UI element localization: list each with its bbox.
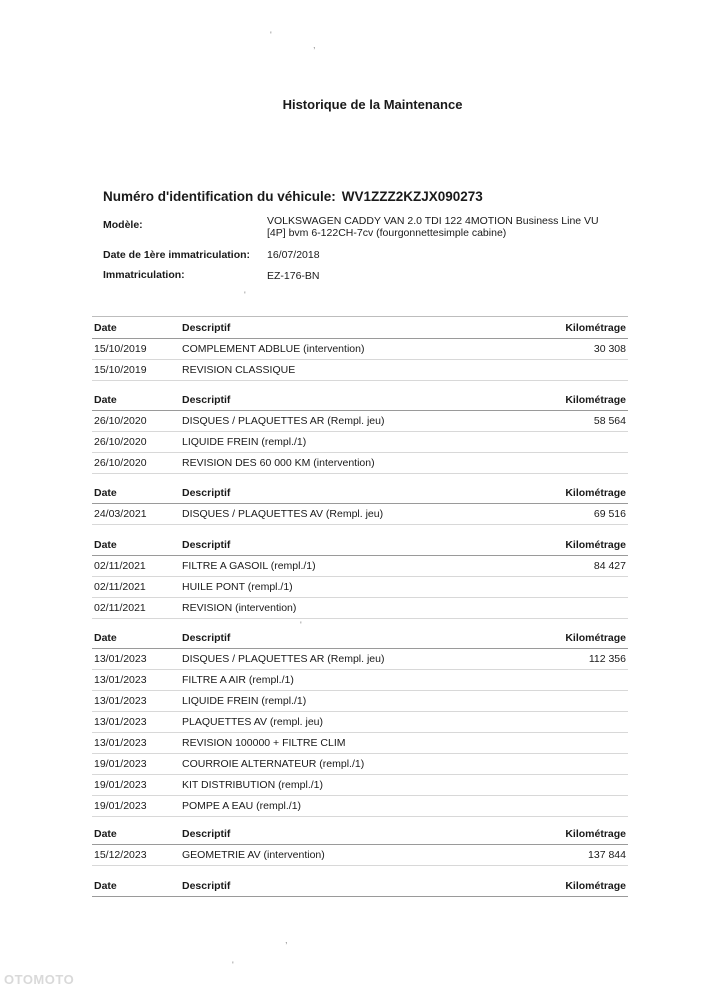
column-header-descriptif: Descriptif — [182, 322, 231, 334]
row-descriptif: REVISION DES 60 000 KM (intervention) — [182, 457, 375, 469]
column-header-descriptif: Descriptif — [182, 394, 231, 406]
row-descriptif: REVISION (intervention) — [182, 602, 297, 614]
vin-label: Numéro d'identification du véhicule: — [103, 189, 336, 204]
plate-label: Immatriculation: — [103, 269, 185, 281]
row-descriptif: COMPLEMENT ADBLUE (intervention) — [182, 343, 365, 355]
row-descriptif: POMPE A EAU (rempl./1) — [182, 800, 302, 812]
row-date: 19/01/2023 — [94, 800, 147, 812]
table-row — [92, 845, 628, 866]
table-row — [92, 598, 628, 619]
row-kilometrage: 69 516 — [593, 508, 626, 520]
row-descriptif: GEOMETRIE AV (intervention) — [182, 849, 325, 861]
scan-speck: ' — [270, 30, 272, 40]
row-descriptif: DISQUES / PLAQUETTES AR (Rempl. jeu) — [182, 415, 385, 427]
table-row — [92, 360, 628, 381]
column-header-descriptif: Descriptif — [182, 632, 231, 644]
row-date: 13/01/2023 — [94, 716, 147, 728]
table-row — [92, 411, 628, 432]
row-date: 13/01/2023 — [94, 674, 147, 686]
table-row — [92, 453, 628, 474]
row-date: 15/10/2019 — [94, 343, 147, 355]
scan-speck: ' — [232, 960, 234, 970]
table-row — [92, 733, 628, 754]
table-header-row — [92, 390, 628, 411]
column-header-date: Date — [94, 539, 117, 551]
column-header-date: Date — [94, 394, 117, 406]
table-row — [92, 577, 628, 598]
row-date: 15/12/2023 — [94, 849, 147, 861]
row-descriptif: PLAQUETTES AV (rempl. jeu) — [182, 716, 324, 728]
table-header-row — [92, 535, 628, 556]
row-descriptif: REVISION 100000 + FILTRE CLIM — [182, 737, 346, 749]
scan-speck: ' — [300, 620, 302, 630]
scan-speck: ' — [244, 290, 246, 300]
row-kilometrage: 112 356 — [588, 653, 626, 665]
table-row — [92, 670, 628, 691]
column-header-kilometrage: Kilométrage — [565, 322, 626, 334]
watermark: OTOMOTO — [4, 972, 75, 987]
column-header-date: Date — [94, 487, 117, 499]
column-header-descriptif: Descriptif — [182, 539, 231, 551]
column-header-date: Date — [94, 322, 117, 334]
column-header-descriptif: Descriptif — [182, 880, 231, 892]
row-descriptif: DISQUES / PLAQUETTES AV (Rempl. jeu) — [182, 508, 384, 520]
row-kilometrage: 30 308 — [593, 343, 626, 355]
row-date: 02/11/2021 — [94, 581, 146, 593]
column-header-kilometrage: Kilométrage — [565, 394, 626, 406]
maintenance-section — [92, 483, 628, 525]
column-header-descriptif: Descriptif — [182, 487, 231, 499]
model-label: Modèle: — [103, 219, 143, 231]
row-date: 19/01/2023 — [94, 779, 147, 791]
vin-line — [103, 189, 483, 204]
column-header-date: Date — [94, 828, 117, 840]
table-header-row — [92, 483, 628, 504]
divider — [92, 316, 628, 317]
table-header-row — [92, 824, 628, 845]
first-registration-label: Date de 1ère immatriculation: — [103, 249, 251, 261]
row-descriptif: KIT DISTRIBUTION (rempl./1) — [182, 779, 323, 791]
row-descriptif: COURROIE ALTERNATEUR (rempl./1) — [182, 758, 365, 770]
row-date: 24/03/2021 — [94, 508, 147, 520]
column-header-date: Date — [94, 632, 117, 644]
row-date: 13/01/2023 — [94, 653, 147, 665]
row-descriptif: FILTRE A AIR (rempl./1) — [182, 674, 294, 686]
row-date: 13/01/2023 — [94, 695, 147, 707]
row-date: 02/11/2021 — [94, 602, 146, 614]
table-row — [92, 556, 628, 577]
scan-speck: , — [285, 935, 288, 945]
row-date: 15/10/2019 — [94, 364, 147, 376]
row-date: 26/10/2020 — [94, 415, 147, 427]
column-header-kilometrage: Kilométrage — [565, 880, 626, 892]
row-date: 19/01/2023 — [94, 758, 147, 770]
table-row — [92, 754, 628, 775]
table-row — [92, 504, 628, 525]
maintenance-section — [92, 535, 628, 619]
vin-value: WV1ZZZ2KZJX090273 — [341, 189, 483, 204]
table-row — [92, 796, 628, 817]
maintenance-section — [92, 876, 628, 897]
row-date: 26/10/2020 — [94, 436, 147, 448]
maintenance-section — [92, 318, 628, 381]
column-header-kilometrage: Kilométrage — [565, 828, 626, 840]
table-row — [92, 712, 628, 733]
model-line-2: [4P] bvm 6-122CH-7cv (fourgonnettesimple cabine) — [267, 227, 507, 239]
row-date: 02/11/2021 — [94, 560, 146, 572]
row-kilometrage: 84 427 — [593, 560, 626, 572]
maintenance-section — [92, 628, 628, 817]
maintenance-section — [92, 390, 628, 474]
table-row — [92, 649, 628, 670]
row-date: 13/01/2023 — [94, 737, 147, 749]
row-descriptif: LIQUIDE FREIN (rempl./1) — [182, 436, 307, 448]
row-descriptif: LIQUIDE FREIN (rempl./1) — [182, 695, 307, 707]
table-row — [92, 775, 628, 796]
column-header-descriptif: Descriptif — [182, 828, 231, 840]
table-row — [92, 432, 628, 453]
row-descriptif: HUILE PONT (rempl./1) — [182, 581, 293, 593]
table-header-row — [92, 318, 628, 339]
column-header-kilometrage: Kilométrage — [565, 487, 626, 499]
plate-value: EZ-176-BN — [267, 270, 320, 282]
table-header-row — [92, 876, 628, 897]
column-header-kilometrage: Kilométrage — [565, 539, 626, 551]
model-line-1: VOLKSWAGEN CADDY VAN 2.0 TDI 122 4MOTION Business Line VU — [267, 215, 599, 227]
scan-speck: , — [313, 40, 316, 50]
column-header-kilometrage: Kilométrage — [565, 632, 626, 644]
page-title: Historique de la Maintenance — [282, 97, 463, 112]
row-descriptif: FILTRE A GASOIL (rempl./1) — [182, 560, 316, 572]
row-kilometrage: 58 564 — [593, 415, 626, 427]
row-descriptif: REVISION CLASSIQUE — [182, 364, 296, 376]
table-header-row — [92, 628, 628, 649]
row-date: 26/10/2020 — [94, 457, 147, 469]
row-kilometrage: 137 844 — [588, 849, 626, 861]
column-header-date: Date — [94, 880, 117, 892]
table-row — [92, 691, 628, 712]
model-value — [267, 215, 607, 239]
row-descriptif: DISQUES / PLAQUETTES AR (Rempl. jeu) — [182, 653, 385, 665]
maintenance-section — [92, 824, 628, 866]
table-row — [92, 339, 628, 360]
first-registration-value: 16/07/2018 — [267, 249, 320, 261]
